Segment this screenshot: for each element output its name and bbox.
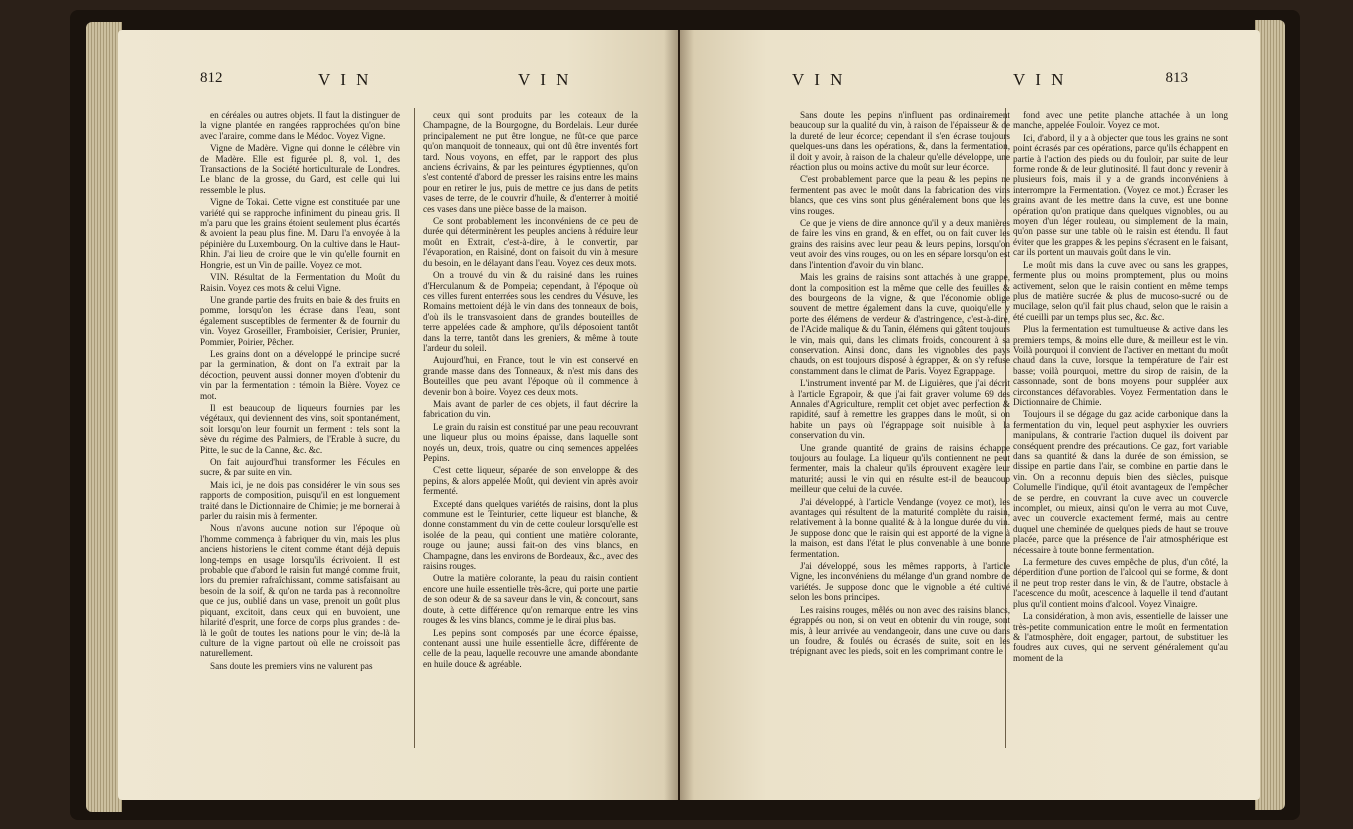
paragraph: La fermeture des cuves empêche de plus, d'un côté, la déperdition d'une portion de l'alcool qui se forme, & dont il ne peut trop rester dans le vin, & de l'autre, obstacle à l'acescence du moût, acescence à laquelle il tend d'autant plus qu'il contient moins d'alcool. Voyez Vinaigre. [1013, 557, 1228, 609]
paragraph: Sans doute les premiers vins ne valurent pas [210, 660, 373, 671]
right-page [680, 30, 1260, 800]
paragraph: Une grande quantité de grains de raisins échappe toujours au foulage. La liqueur qu'ils contiennent ne peut fermenter, mais la chaleur qu'ils éprouvent exagère leur maturité; aussi le vin qui en résulte est-il de beaucoup meilleur que celui de la cuvée. [790, 442, 1010, 495]
text-column [1013, 110, 1228, 665]
paragraph: Les raisins rouges, mêlés ou non avec des raisins blancs, égrappés ou non, si on veut en obtenir du vin rouge, sont mis, à leur arrivée au vendangeoir, dans une cuve ou dans un foudre, & foulés ou écrasés de suite, soit en les trépignant avec les pieds, soit en les comprimant contre le [790, 604, 1010, 657]
text-column [200, 110, 400, 673]
left-page-header [118, 70, 678, 96]
paragraph: Il est beaucoup de liqueurs fournies par les végétaux, qui deviennent des vins, soit spontanément, soit lorsqu'on leur fournit un ferment : tels sont la sève du régime des Palmiers, de l'Erable à sucre, du Pitte, le suc de la Canne, &c. &c. [200, 402, 400, 455]
paragraph: Toujours il se dégage du gaz acide carbonique dans la fermentation du vin, lequel peut asphyxier les ouvriers manipulans, & contrarie l'action duquel ils doivent par conséquent prendre des précautions. Ce gaz, fort variable dans sa quantité & dans la durée de son émission, se dissipe en partie dans l'air, se combine en partie dans le vin. On a reconnu depuis bien des siècles, puisque Columelle l'indique, qu'il étoit avantageux de l'empêcher de se perdre, en couvrant la cuve avec un couvercle incomplet, ou mieux, ainsi qu'on le verra au mot Cuve, avec un couvercle exactement fermé, mais au centre duquel une cheminée de quelques pieds de haut se trouve placée, parce que la présence de l'air atmosphérique est nécessaire à toute bonne fermentation. [1013, 409, 1228, 555]
paragraph: Le moût mis dans la cuve avec ou sans les grappes, fermente plus ou moins promptement, plus ou moins activement, selon que le raisin contient en même temps plus de matière sucrée & plus de mucoso-sucré ou de mucilage, selon qu'il fait plus chaud, selon que le raisin a été cueilli par un temps plus sec, &c. &c. [1013, 259, 1228, 322]
paragraph: J'ai développé, sous les mêmes rapports, à l'article Vigne, les inconvéniens du mélange d'un grand nombre de variétés. Je suppose donc que le vignoble a été cultivé selon les bons principes. [790, 561, 1010, 603]
paragraph: L'instrument inventé par M. de Liguières, que j'ai décrit à l'article Egrapoir, & que j'ai fait graver volume 69 des Annales d'Agriculture, remplit cet objet avec perfection & rapidité, sauf à remettre les grappes dans le moût, si on habite un pays où l'égrappage soit nuisible à la conservation du vin. [790, 378, 1010, 441]
paragraph: Une grande partie des fruits en baie & des fruits en pomme, lorsqu'on les écrase dans l'eau, sont également susceptibles de fermenter & de fournir du vin. Voyez Groseiller, Framboisier, Cerisier, Prunier, Pommier, Poirier, Pêcher. [200, 294, 400, 347]
text-column [423, 110, 638, 671]
paragraph: Les grains dont on a développé le principe sucré par la germination, & dont on l'a extrait par la décoction, peuvent aussi donner moyen d'obtenir du vin par la fermentation : témoin la Bière. Voyez ce mot. [200, 348, 400, 401]
paragraph: Les pepins sont composés par une écorce épaisse, contenant aussi une huile essentielle âcre, différente de celle de la peau, laquelle recouvre une amande abondante en huile douce & agréable. [423, 627, 638, 669]
paragraph: fond avec une petite planche attachée à un long manche, appelée Fouloir. Voyez ce mot. [1013, 110, 1228, 131]
paragraph: Vigne de Tokai. Cette vigne est constituée par une variété qui se rapproche infiniment du pineau gris. Il m'a paru que les grains étoient seulement plus écartés & avoient la peau plus fine. M. Daru l'a envoyée à la pépinière du Luxembourg. On la cultive dans le Haut-Rhin. J'ai lieu de croire que le vin qu'elle fournit en Hongrie, est un Vin de paille. Voyez ce mot. [200, 197, 400, 270]
paragraph: La considération, à mon avis, essentielle de laisser une très-petite communication entre le moût en fermentation & l'atmosphère, doit engager, partout, de substituer les foudres aux cuves, qui ne servent généralement qu'au moment de la [1013, 611, 1228, 663]
right-page-header [680, 70, 1260, 96]
paragraph: Ce sont probablement les inconvéniens de ce peu de durée qui déterminèrent les peuples anciens à réduire leur moût en Extrait, c'est-à-dire, à le convertir, par l'évaporation, en Raisiné, dont on faisoit du vin à mesure du besoin, en le délayant dans l'eau. Voyez ces deux mots. [423, 216, 638, 268]
paragraph: Vigne de Madère. Vigne qui donne le célèbre vin de Madère. Elle est figurée pl. 8, vol. 1, des Transactions de la Société horticulturale de Londres. Le blanc de la grosse, du Gard, est celle qui lui ressemble le plus. [200, 143, 400, 195]
paragraph: Aujourd'hui, en France, tout le vin est conservé en grande masse dans des Tonneaux, & n'est mis dans des Bouteilles que peu avant l'époque où il commence à devenir bon à boire. Voyez ces deux mots. [423, 355, 638, 397]
running-head: V I N [518, 70, 572, 89]
paragraph: Sans doute les pepins n'influent pas ordinairement beaucoup sur la qualité du vin, à raison de l'épaisseur & de la dureté de leur écorce; cependant il s'en écrase toujours quelques-uns dans les opérations, &, dans la fermentation, il doit y avoir, à raison de la chaleur qu'elle développe, une réaction plus ou moins active du moût sur leur écorce. [790, 110, 1010, 173]
paragraph: Ce que je viens de dire annonce qu'il y a deux manières de faire les vins en grand, & en effet, ou on fait cuver les grains des raisins avec leur peau & leurs pepins, lorsqu'on veut avoir des vins rouges, ou on les en sépare lorsqu'on est dans l'intention d'avoir du vin blanc. [790, 218, 1010, 270]
paragraph: Le grain du raisin est constitué par une peau recouvrant une liqueur plus ou moins épaisse, dans laquelle sont noyés un, deux, trois, quatre ou cinq semences appelées Pepins. [423, 421, 638, 463]
paragraph: Mais avant de parler de ces objets, il faut décrire la fabrication du vin. [423, 398, 638, 420]
left-page [118, 30, 678, 800]
running-head: V I N [1013, 70, 1067, 89]
paragraph: C'est probablement parce que la peau & les pepins ne fermentent pas avec le moût dans la fabrication des vins blancs, que ces vins sont plus généralement bons que les vins rouges. [790, 174, 1010, 216]
book-gutter [664, 30, 694, 800]
paragraph: Mais ici, je ne dois pas considérer le vin sous ses rapports de composition, puisqu'il en est longuement traité dans le Dictionnaire de Chimie; je me bornerai à parler du raisin mis à fermenter. [200, 479, 400, 522]
paragraph: VIN. Résultat de la Fermentation du Moût du Raisin. Voyez ces mots & celui Vigne. [200, 272, 400, 293]
page-number: 813 [1165, 70, 1188, 86]
paragraph: C'est cette liqueur, séparée de son enveloppe & des pepins, & alors appelée Moût, qui devient vin après avoir fermenté. [423, 465, 638, 497]
paragraph: ceux qui sont produits par les coteaux de la Champagne, de la Bourgogne, du Bordelais. Leur durée principalement ne put être longue, ne fût-ce que parce qu'on manquoit de tonneaux, qui ont dû être inventés fort tard. Nous voyons, en effet, par le rapport des plus anciens écrivains, & par les peintures égyptiennes, qu'on s'est contenté d'abord de presser les raisins entre les mains pour en retirer le jus, puis de mettre ce jus dans de petits vases de terre, de le couvrir d'huile, & d'enterrer à moitié ces vases dans une pièce basse de la maison. [423, 110, 638, 214]
running-head: V I N [792, 70, 846, 89]
paragraph: Mais les grains de raisins sont attachés à une grappe, dont la composition est la même que celle des feuilles & des bourgeons de la vigne, & que l'économie oblige souvent de mettre également dans la cuve, quoiqu'elle y porte des élémens de verdeur & d'astringence, c'est-à-dire, de l'Acide malique & du Tanin, élémens qui gâtent toujours le vin, mais qui, dans les climats froids, concourent à sa conservation. Ainsi donc, dans les vignobles des pays chauds, on est toujours disposé à égrapper, & on s'y refuse constamment dans le climat de Paris. Voyez Egrappage. [790, 272, 1010, 376]
paragraph: J'ai développé, à l'article Vendange (voyez ce mot), les avantages qui résultent de la maturité complète du raisin, relativement à la bonne qualité & à la longue durée du vin. Je suppose donc que le raisin qui est apporté de la vigne à la maison, est dans l'état le plus convenable à une bonne fermentation. [790, 496, 1010, 559]
paragraph: Nous n'avons aucune notion sur l'époque où l'homme commença à fabriquer du vin, mais les plus anciens historiens le citent comme étant déjà depuis long-temps en usage lorsqu'ils écrivoient. Il est probable que d'abord le raisin fut mangé comme fruit, lors du premier rafraîchissant, comme satisfaisant au besoin de la soif, & qu'on ne tarda pas à reconnoître que ce jus, oublié dans un vase, prenoit un goût plus piquant, excitoit, dans ceux qui en buvoient, une hilarité d'esprit, une force de corps plus grandes : de-là le goût de toutes les nations pour le vin; de-là la culture de la vigne partout où elle ne croissoit pas naturellement. [200, 523, 400, 659]
paragraph: Ici, d'abord, il y a à objecter que tous les grains ne sont point écrasés par ces opérations, parce qu'ils échappent en partie à l'action des pieds ou du fouloir, par suite de leur forme ronde & de leur glutinosité. Il faut donc y revenir à plusieurs fois, mais il y a de grands inconvéniens à interrompre la Fermentation. (Voyez ce mot.) Écraser les grains avant de les mettre dans la cuve, est une bonne opération qu'on pratique dans quelques vignobles, ou au moyen d'un léger rouleau, ou simplement de la main, qu'on passe sur une table où le raisin est étendu. Il faut éviter que les grappes & les pepins s'écrasent en le faisant, car ils portent un mauvais goût dans le vin. [1013, 132, 1228, 258]
page-number: 812 [200, 70, 223, 86]
paragraph: On a trouvé du vin & du raisiné dans les ruines d'Herculanum & de Pompeia; cependant, à l'époque où ces villes furent enterrées sous les cendres du Vésuve, les Romains mettoient déjà le vin dans des tonneaux de bois, d'où ils le transvasoient dans de grandes bouteilles de terre appelées cade & amphore, qu'ils déposoient tantôt dans la terre, tantôt dans les greniers, & même à toute l'ardeur du soleil. [423, 270, 638, 353]
paragraph: Outre la matière colorante, la peau du raisin contient encore une huile essentielle très-âcre, qui porte une partie de son odeur & de sa saveur dans le vin, & concourt, sans doute, à cette différence qu'on remarque entre les vins rouges & les vins blancs, comme je le dirai plus bas. [423, 573, 638, 626]
paragraph: On fait aujourd'hui transformer les Fécules en sucre, & par suite en vin. [200, 457, 400, 478]
text-column [790, 110, 1010, 659]
column-rule [414, 108, 415, 748]
running-head: V I N [318, 70, 372, 89]
paragraph: Plus la fermentation est tumultueuse & active dans les premiers temps, & moins elle dure, & meilleur est le vin. Voilà pourquoi il convient de l'activer en mettant du moût chaud dans la cuve, lorsque la température de l'air est basse; voilà pourquoi, mettre du sirop de raisin, de la cassonnade, sont de bons moyens pour suppléer aux circonstances défavorables. Voyez Fermentation dans le Dictionnaire de Chimie. [1013, 324, 1228, 407]
page-edges-left [86, 22, 122, 812]
paragraph: en céréales ou autres objets. Il faut la distinguer de la vigne plantée en rangées rapprochées qu'on bine avec l'araire, comme dans le Médoc. Voyez Vigne. [200, 110, 400, 141]
paragraph: Excepté dans quelques variétés de raisins, dont la plus commune est le Teinturier, cette liqueur est blanche, & donne constamment du vin de cette couleur lorsqu'elle est isolée de la peau, qui contient une matière colorante, rouge ou jaune; aussi fait-on des vins blancs, en Champagne, dans les environs de Bordeaux, &c., avec des raisins rouges. [423, 498, 638, 572]
